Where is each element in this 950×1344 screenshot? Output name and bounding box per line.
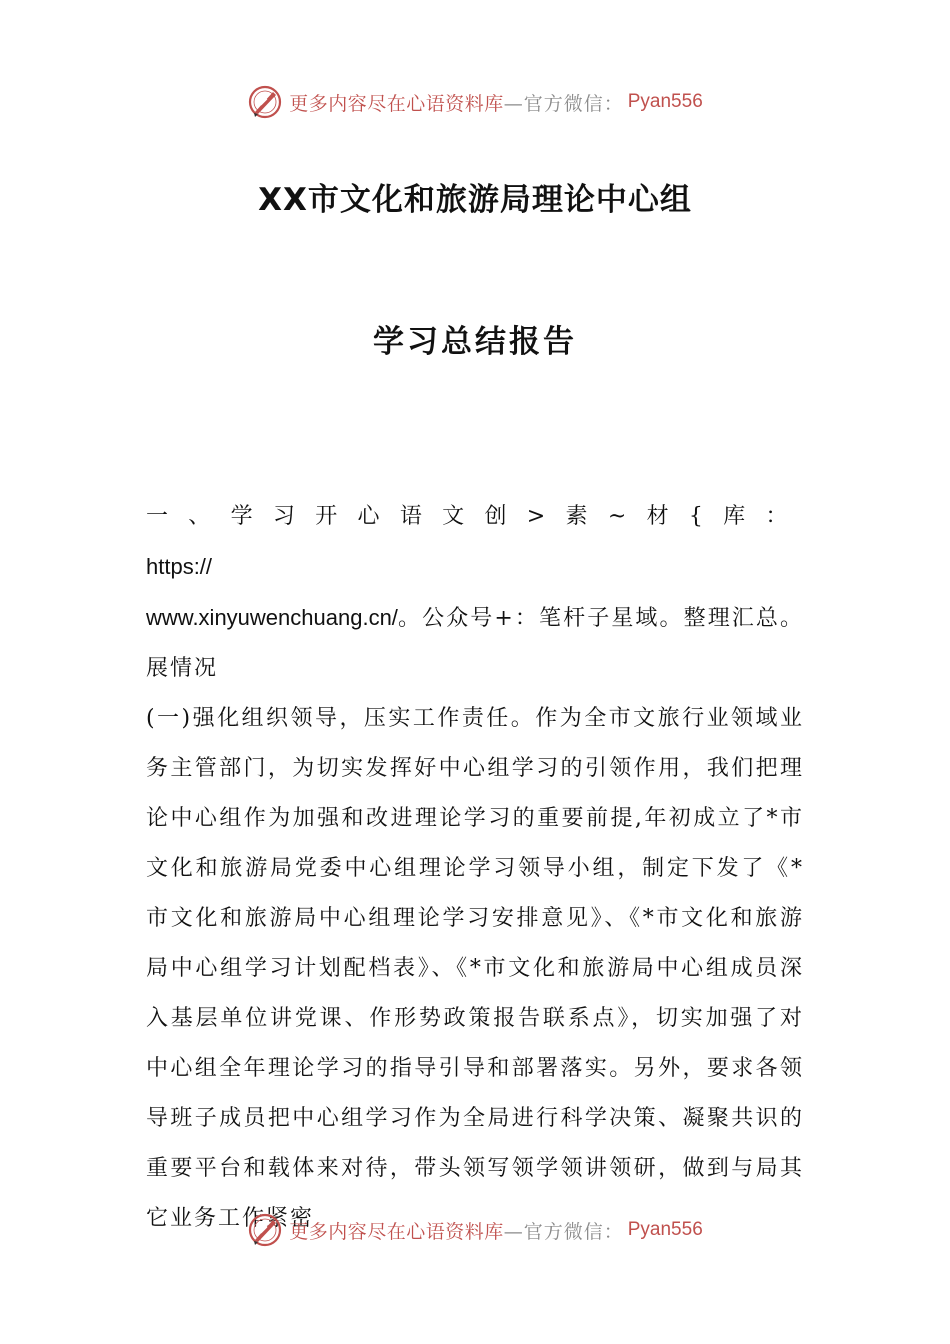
quill-seal-logo-icon	[247, 84, 283, 120]
header-banner	[0, 80, 950, 124]
section1-heading	[146, 492, 804, 593]
footer-official-label: —官方微信：	[503, 1220, 624, 1243]
section1-heading-url-part1: https://	[146, 554, 213, 579]
footer-brand-text: 更多内容尽在心语资料库	[289, 1220, 504, 1243]
document-body	[146, 492, 804, 1244]
document-title-line1: XX市文化和旅游局理论中心组	[258, 182, 692, 218]
section1-heading-prefix: 一、学习开心语文创>素~材{库：	[146, 504, 804, 529]
section1-heading-url-part2: www.xinyuwenchuang.cn/	[146, 605, 398, 630]
banner-brand-text: 更多内容尽在心语资料库	[289, 92, 504, 115]
footer-wechat-id: Pyan556	[627, 1219, 703, 1240]
banner-official-label: —官方微信：	[503, 92, 624, 115]
section1-heading-suffix: 。公众号+：笔杆子星域。整理汇总。展情况	[146, 606, 804, 681]
paragraph-1: (一)强化组织领导，压实工作责任。作为全市文旅行业领域业务主管部门，为切实发挥好中心组学习的引领作用，我们把理论中心组作为加强和改进理论学习的重要前提,年初成立了*市文化和旅游局党委中心组理论学习领导小组，制定下发了《*市文化和旅游局中心组理论学习安排意见》、《*市文化和旅游局中心组学习计划配档表》、《*市文化和旅游局中心组成员深入基层单位讲党课、作形势政策报告联系点》，切实加强了对中心组全年理论学习的指导引导和部署落实。另外，要求各领导班子成员把中心组学习作为全局进行科学决策、凝聚共识的重要平台和载体来对待，带头领写领学领讲领研，做到与局其它业务工作紧密	[146, 706, 804, 1231]
document-title-line2: 学习总结报告	[373, 324, 577, 360]
quill-seal-logo-icon	[247, 1212, 283, 1248]
banner-wechat-id: Pyan556	[627, 91, 703, 112]
footer-banner	[0, 1208, 950, 1252]
section1-heading-continuation	[146, 593, 804, 694]
